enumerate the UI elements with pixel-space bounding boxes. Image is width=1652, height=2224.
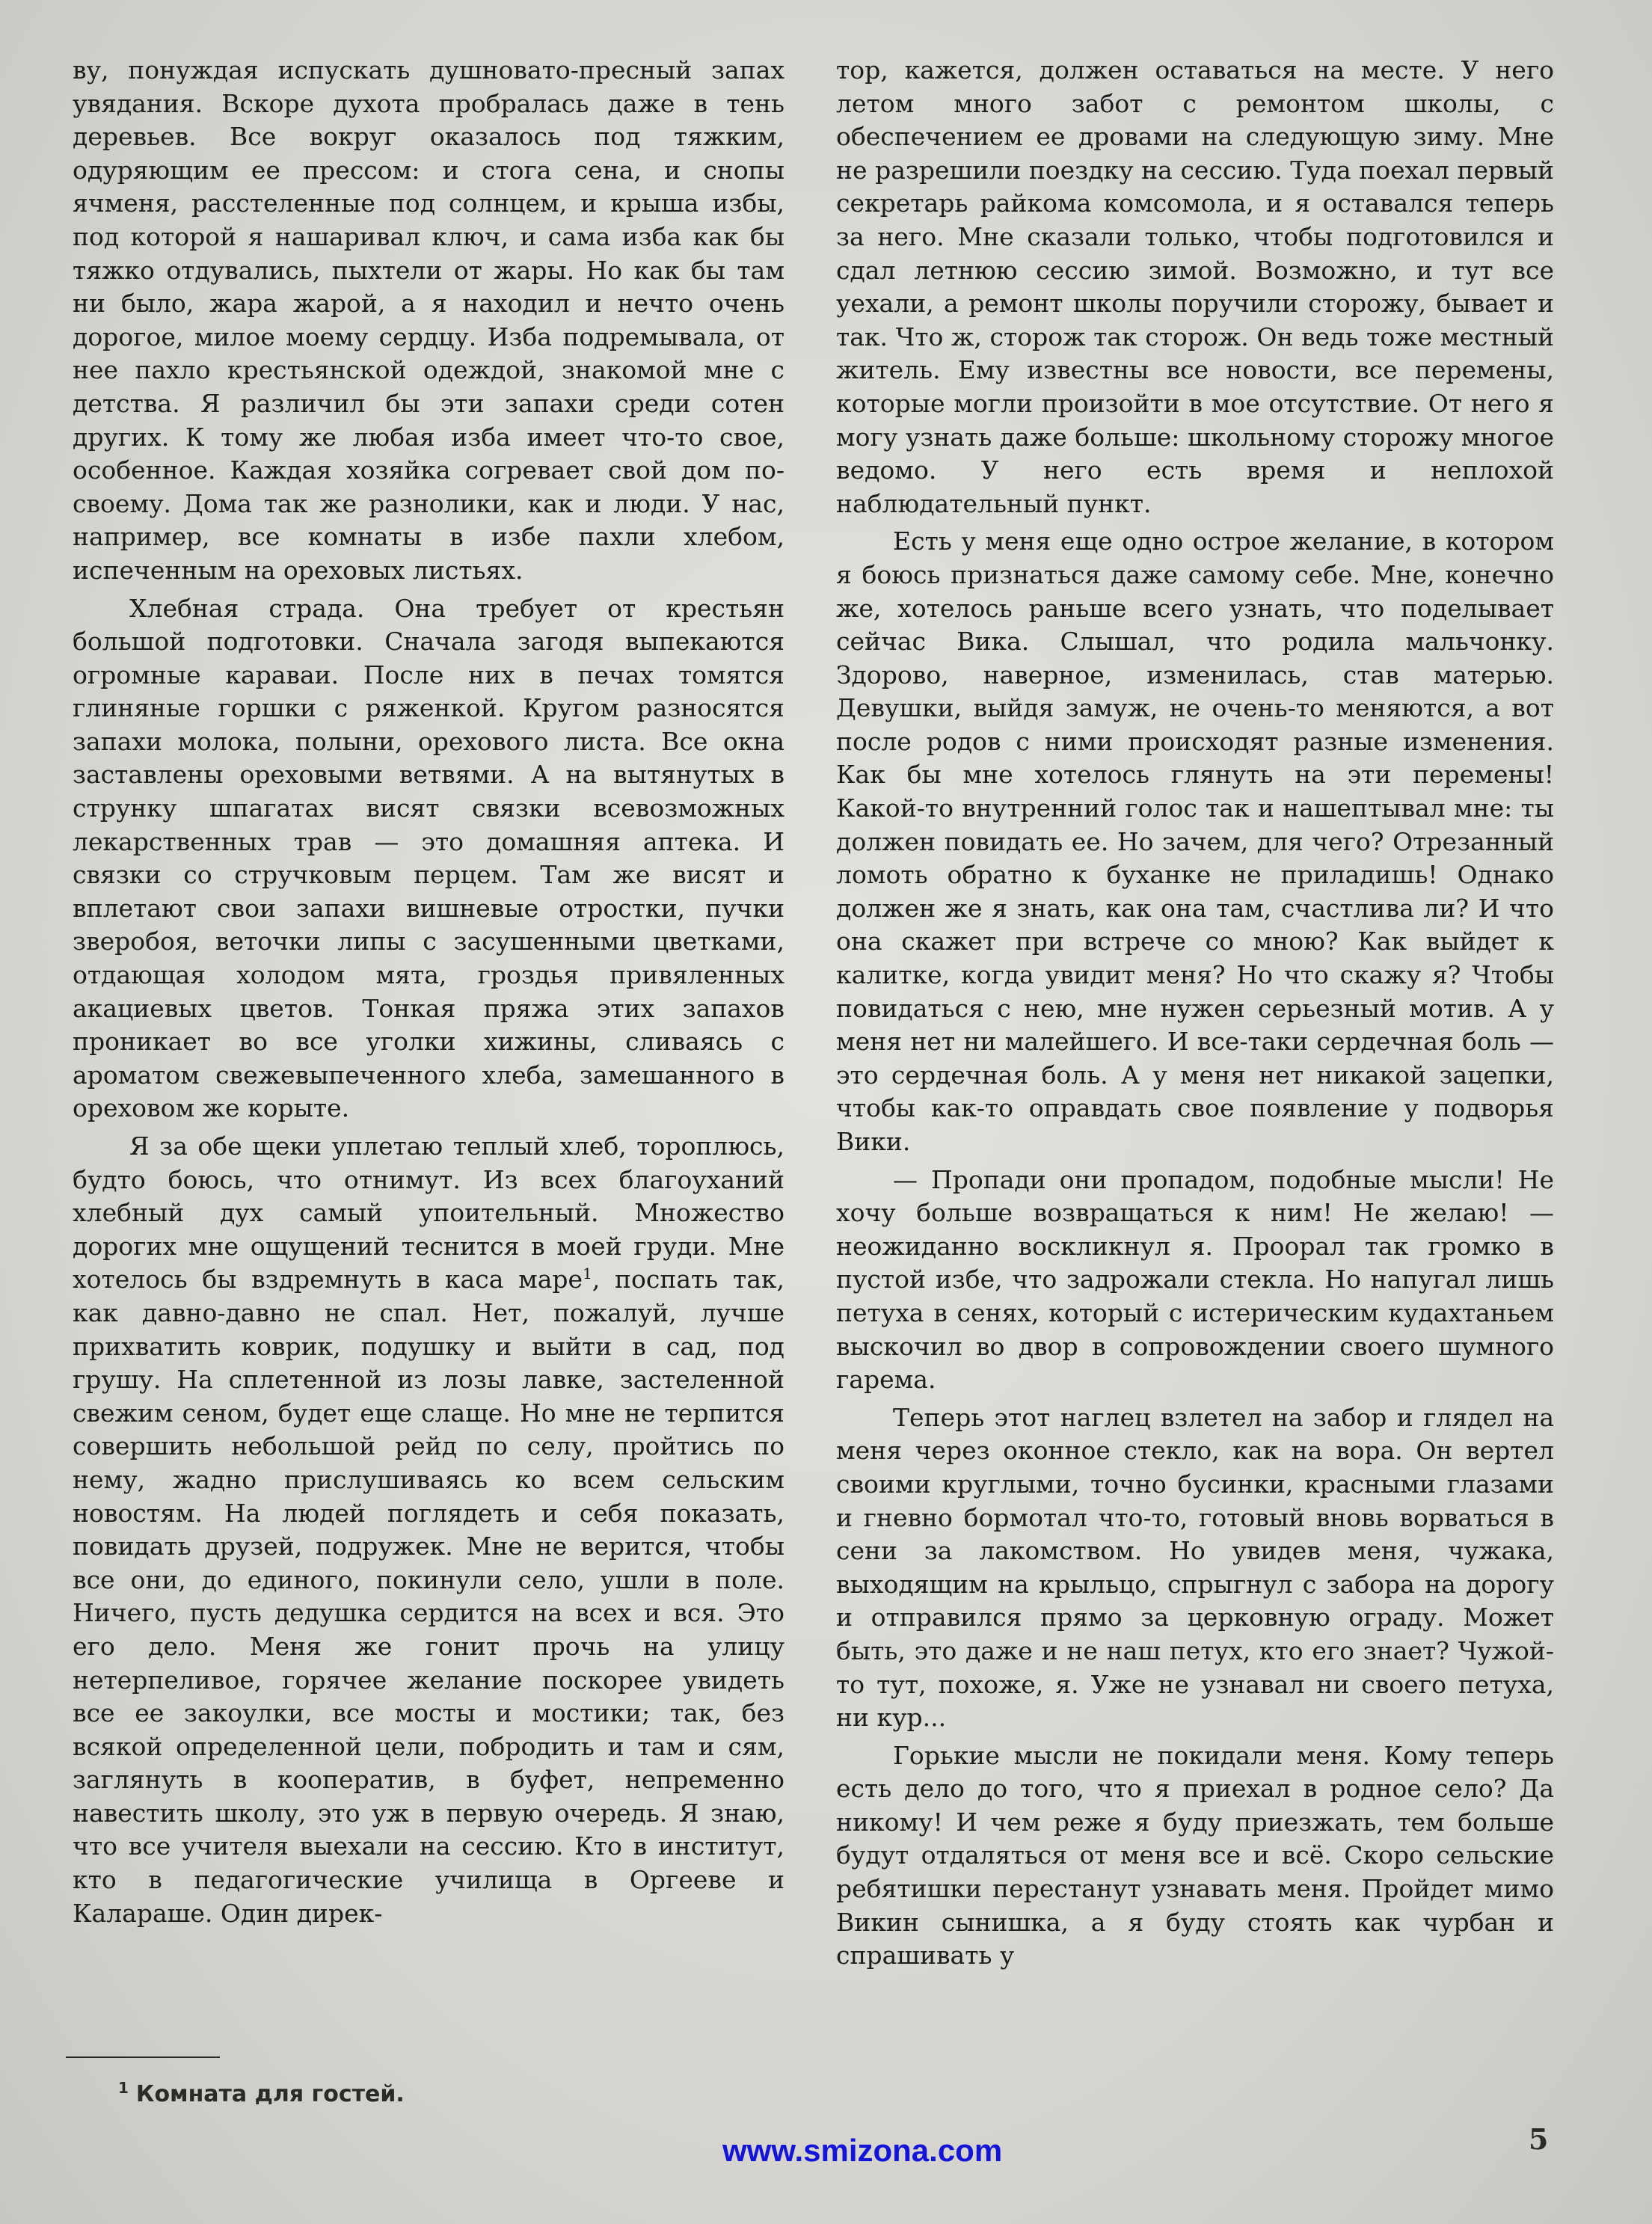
- footnote-number: 1: [118, 2079, 129, 2097]
- paragraph: [73, 1130, 784, 1930]
- paragraph: — Пропади они пропадом, подобные мысли! Не хочу больше возвращаться к ним! Не желаю! — неожиданно воскликнул я. Проорал так громко в пустой избе, что задрожали стекла. Но напугал лишь петуха в сенях, который с истерическим кудахтаньем выскочил во двор в сопровождении своего шумного гарема.: [836, 1164, 1554, 1395]
- paragraph: Горькие мысли не покидали меня. Кому теперь есть дело до того, что я приехал в родное село? Да никому! И чем реже я буду приезжать, тем больше будут отдаляться от меня все и всё. Скоро сельские ребятишки перестанут узнавать меня. Пройдет мимо Викин сынишка, а я буду стоять как чурбан и спрашивать у: [836, 1740, 1554, 1970]
- footnote-divider: [66, 2056, 220, 2058]
- paragraph: ву, понуждая испускать душновато-пресный запах увядания. Вскоре духота пробралась даже в тень деревьев. Все вокруг оказалось под тяжким, одуряющим ее прессом: и стога сена, и снопы ячменя, расстеленные под солнцем, и крыша избы, под которой я нашаривал ключ, и сама изба как бы тяжко отдувались, пыхтели от жары. Но как бы там ни было, жара жарой, а я находил и нечто очень дорогое, милое моему сердцу. Изба подремывала, от нее пахло крестьянской одеждой, знакомой мне с детства. Я различил бы эти запахи среди сотен других. К тому же любая изба имеет что-то свое, особенное. Каждая хозяйка согревает свой дом по-своему. Дома так же разнолики, как и люди. У нас, например, все комнаты в избе пахли хлебом, испеченным на ореховых листьях.: [73, 55, 784, 585]
- watermark-url: www.smizona.com: [722, 2133, 1003, 2168]
- left-text-column: [73, 54, 784, 1930]
- right-text-column: [836, 54, 1554, 1973]
- paragraph-text: , поспать так, как давно-давно не спал. Нет, пожалуй, лучше прихватить коврик, подушку и выйти в сад, под грушу. На сплетенной из лозы лавке, застеленной свежим сеном, будет еще слаще. Но мне не терпится совершить небольшой рейд по селу, пройтись по нему, жадно прислушиваясь ко всем сельским новостям. На людей поглядеть и себя показать, повидать друзей, подружек. Мне не верится, чтобы все они, до единого, покинули село, ушли в поле. Ничего, пусть дедушка сердится на всех и вся. Это его дело. Меня же гонит прочь на улицу нетерпеливое, горячее желание поскорее увидеть все ее закоулки, все мосты и мостики; так, без всякой определенной цели, побродить и там и сям, заглянуть в кооператив, в буфет, непременно навестить школу, это уж в первую очередь. Я знаю, что все учителя выехали на сессию. Кто в институт, кто в педагогические училища в Оргееве и Калараше. Один дирек-: [73, 1265, 784, 1928]
- footnote: [118, 2073, 405, 2110]
- paragraph: тор, кажется, должен оставаться на месте. У него летом много забот с ремонтом школы, с обеспечением ее дровами на следующую зиму. Мне не разрешили поездку на сессию. Туда поехал первый секретарь райкома комсомола, и я оставался теперь за него. Мне сказали только, чтобы подготовился и сдал летнюю сессию зимой. Возможно, и тут все уехали, а ремонт школы поручили сторожу, бывает и так. Что ж, сторож так сторож. Он ведь тоже местный житель. Ему известны все новости, все перемены, которые могли произойти в мое отсутствие. От него я могу узнать даже больше: школьному сторожу многое ведомо. У него есть время и неплохой наблюдательный пункт.: [836, 55, 1554, 518]
- page-number: 5: [1529, 2122, 1549, 2156]
- footnote-text: Комната для гостей.: [135, 2081, 405, 2107]
- footnote-mark: 1: [583, 1265, 592, 1283]
- paragraph: Теперь этот наглец взлетел на забор и глядел на меня через оконное стекло, как на вора. Он вертел своими круглыми, точно бусинки, красными глазами и гневно бормотал что-то, готовый вновь ворваться в сени за лакомством. Но увидев меня, чужака, выходящим на крыльцо, спрыгнул с забора на дорогу и отправился прямо за церковную ограду. Может быть, это даже и не наш петух, кто его знает? Чужой-то тут, похоже, я. Уже не узнавал ни своего петуха, ни кур...: [836, 1402, 1554, 1733]
- paragraph: Хлебная страда. Она требует от крестьян большой подготовки. Сначала загодя выпекаются огромные караваи. После них в печах томятся глиняные горшки с ряженкой. Кругом разносятся запахи молока, полыни, орехового листа. Все окна заставлены ореховыми ветвями. А на вытянутых в струнку шпагатах висят связки всевозможных лекарственных трав — это домашняя аптека. И связки со стручковым перцем. Там же висят и вплетают свои запахи вишневые отростки, пучки зверобоя, веточки липы с засушенными цветками, отдающая холодом мята, гроздья привяленных акациевых цветов. Тонкая пряжа этих запахов проникает во все уголки хижины, сливаясь с ароматом свежевыпеченного хлеба, замешанного в ореховом же корыте.: [73, 593, 784, 1123]
- paragraph-text: Я за обе щеки уплетаю теплый хлеб, тороплюсь, будто боюсь, что отнимут. Из всех благоуханий хлебный дух самый упоительный. Множество дорогих мне ощущений теснится в моей груди. Мне хотелось бы вздремнуть в каса маре: [73, 1131, 784, 1294]
- paragraph: Есть у меня еще одно острое желание, в котором я боюсь признаться даже самому себе. Мне, конечно же, хотелось раньше всего узнать, что поделывает сейчас Вика. Слышал, что родила мальчонку. Здорово, наверное, изменилась, став матерью. Девушки, выйдя замуж, не очень-то меняются, а вот после родов с ними происходят разные изменения. Как бы мне хотелось глянуть на эти перемены! Какой-то внутренний голос так и нашептывал мне: ты должен повидать ее. Но зачем, для чего? Отрезанный ломоть обратно к буханке не приладишь! Однако должен же я знать, как она там, счастлива ли? И что она скажет при встрече со мною? Как выйдет к калитке, когда увидит меня? Но что скажу я? Чтобы повидаться с нею, мне нужен серьезный мотив. А у меня нет ни малейшего. И все-таки сердечная боль — это сердечная боль. А у меня нет никакой зацепки, чтобы как-то оправдать свое появление у подворья Вики.: [836, 526, 1554, 1156]
